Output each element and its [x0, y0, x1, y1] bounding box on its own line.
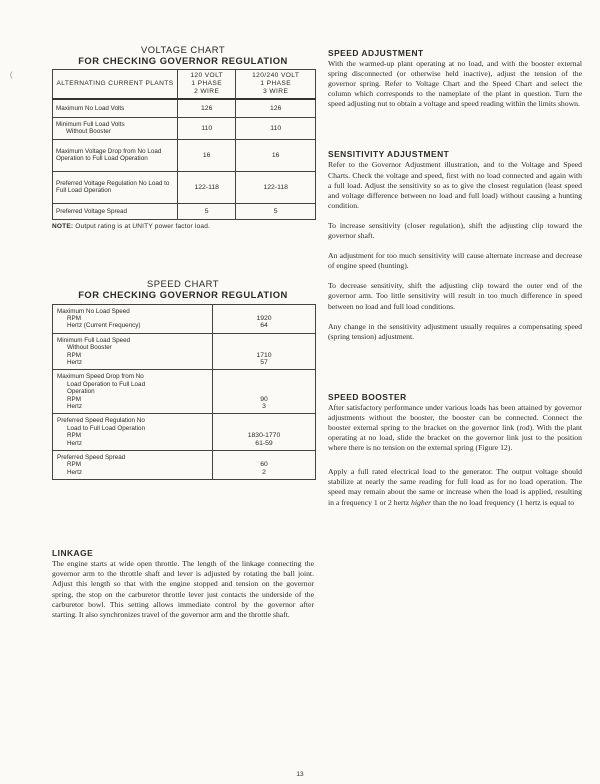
row-label: Preferred Speed Spread RPM Hertz	[53, 451, 213, 480]
row-label: Preferred Voltage Regulation No Load to Full Load Operation	[53, 171, 178, 203]
row-label: Minimum Full Load Volts Without Booster	[53, 117, 178, 139]
speed-adjustment-heading: SPEED ADJUSTMENT	[328, 48, 424, 58]
table-row	[53, 451, 316, 480]
row-label: Maximum No Load Volts	[53, 99, 178, 117]
sensitivity-paragraph: To decrease sensitivity, shift the adjusting clip toward the outer end of the governor arm. Too little sensitivity will result in too much difference in speed between no load and full load conditions.	[328, 281, 582, 311]
voltage-chart-title	[52, 44, 314, 66]
table-row	[53, 304, 316, 333]
voltage-chart-title-line1: VOLTAGE CHART	[140, 44, 226, 55]
row-value: 122-118	[178, 171, 236, 203]
speed-chart-title-line1: SPEED CHART	[146, 277, 219, 289]
table-row	[53, 171, 316, 203]
sensitivity-paragraph: Refer to the Governor Adjustment illustration, and to the Voltage and Speed Charts. Check the voltage and speed, first with no load connected and again with a full load. Adjust the sensitivity so as to give the closest regulation (least speed and voltage difference between no load and full load) without causing a hunting condition.	[328, 160, 582, 210]
speed-booster-section	[328, 392, 582, 508]
row-value: 5	[236, 203, 316, 219]
voltage-col2-header: 120/240 VOLT 1 PHASE 3 WIRE	[236, 70, 316, 100]
row-value: 1830-1770 61-59	[213, 414, 316, 451]
sensitivity-paragraph: Any change in the sensitivity adjustment usually requires a compensating speed (spring tension) adjustment.	[328, 321, 582, 341]
voltage-col1-header: 120 VOLT 1 PHASE 2 WIRE	[178, 70, 236, 100]
voltage-note: NOTE: Output rating is at UNITY power factor load.	[52, 222, 211, 230]
speed-chart-title-line2: FOR CHECKING GOVERNOR REGULATION	[78, 288, 288, 300]
row-value: 110	[236, 117, 316, 139]
voltage-chart-title-line2: FOR CHECKING GOVERNOR REGULATION	[78, 55, 288, 66]
row-label: Preferred Voltage Spread	[53, 203, 178, 219]
sensitivity-paragraph: An adjustment for too much sensitivity will cause alternate increase and decrease of engine speed (hunting).	[328, 251, 582, 271]
voltage-chart-table	[52, 69, 316, 220]
sensitivity-section	[328, 149, 582, 341]
row-label: Maximum No Load Speed RPM Hertz (Current Frequency)	[53, 304, 213, 333]
speed-booster-paragraph: After satisfactory performance under various loads has been attained by governor adjustments without the booster, the booster can be connected. Connect the booster external spring to the bracket on the governor link (rod). With the plant operating at no load, slide the bracket on the governor link just to the position where there is no tension on the external spring (Figure 12).	[328, 402, 582, 453]
speed-adjustment-section	[328, 48, 582, 109]
row-value: 126	[178, 99, 236, 117]
table-row	[53, 414, 316, 451]
linkage-section	[52, 548, 314, 620]
voltage-col-header: ALTERNATING CURRENT PLANTS	[53, 70, 178, 100]
linkage-text: The engine starts at wide open throttle. The length of the linkage connecting the governor arm to the throttle shaft and lever is adjusted by rotating the ball joint. Adjust this length so that with the engine stopped and tension on the governor spring, the stop on the carburetor throttle lever just contacts the underside of the carburetor bowl. This setting allows immediate control by the governor after starting. It also synchronizes travel of the governor arm and the throttle shaft.	[52, 559, 314, 619]
row-label: Preferred Speed Regulation No Load to Full Load Operation RPM Hertz	[53, 414, 213, 451]
row-value: 1920 64	[213, 304, 316, 333]
row-value: 5	[178, 203, 236, 219]
margin-mark: (	[10, 72, 13, 79]
voltage-chart-header-row	[53, 70, 316, 100]
speed-chart-table	[52, 304, 316, 481]
row-value: 1710 57	[213, 333, 316, 370]
left-column	[52, 44, 314, 620]
speed-booster-heading: SPEED BOOSTER	[328, 391, 407, 402]
row-value: 16	[236, 139, 316, 171]
right-column	[328, 48, 582, 508]
table-row	[53, 139, 316, 171]
sensitivity-heading: SENSITIVITY ADJUSTMENT	[328, 149, 450, 160]
row-label: Minimum Full Load Speed Without Booster RPM Hertz	[53, 333, 213, 370]
row-value: 90 3	[213, 370, 316, 414]
linkage-heading: LINKAGE	[52, 548, 94, 559]
speed-chart-title	[52, 278, 314, 300]
table-row	[53, 117, 316, 139]
row-value: 16	[178, 139, 236, 171]
row-value: 122-118	[236, 171, 316, 203]
row-value: 110	[178, 117, 236, 139]
table-row	[53, 333, 316, 370]
speed-adjustment-text: With the warmed-up plant operating at no load, and with the booster external spring disconnected (or otherwise held inactive), adjust the tension of the governor spring. Refer to Voltage Chart and the Speed Chart and select the column which corresponds to the nameplate of the plant in question. Turn the speed adjusting nut to obtain a voltage and speed reading within the limits shown.	[328, 59, 582, 109]
row-label: Maximum Voltage Drop from No Load Operation to Full Load Operation	[53, 139, 178, 171]
table-row	[53, 99, 316, 117]
table-row	[53, 203, 316, 219]
page-number: 13	[296, 771, 304, 778]
row-value: 126	[236, 99, 316, 117]
speed-booster-paragraph: Apply a full rated electrical load to the generator. The output voltage should stabilize at nearly the same reading for full load as for no load operation. The speed may remain about the same or increase when the load is applied, resulting in a frequency 1 or 2 hertz higher than the no load frequency (1 hertz is equal to	[328, 467, 582, 507]
sensitivity-paragraph: To increase sensitivity (closer regulation), shift the adjusting clip toward the governor shaft.	[328, 220, 582, 241]
row-label: Maximum Speed Drop from No Load Operation to Full Load Operation RPM Hertz	[53, 370, 213, 414]
row-value: 60 2	[213, 451, 316, 480]
table-row	[53, 370, 316, 414]
